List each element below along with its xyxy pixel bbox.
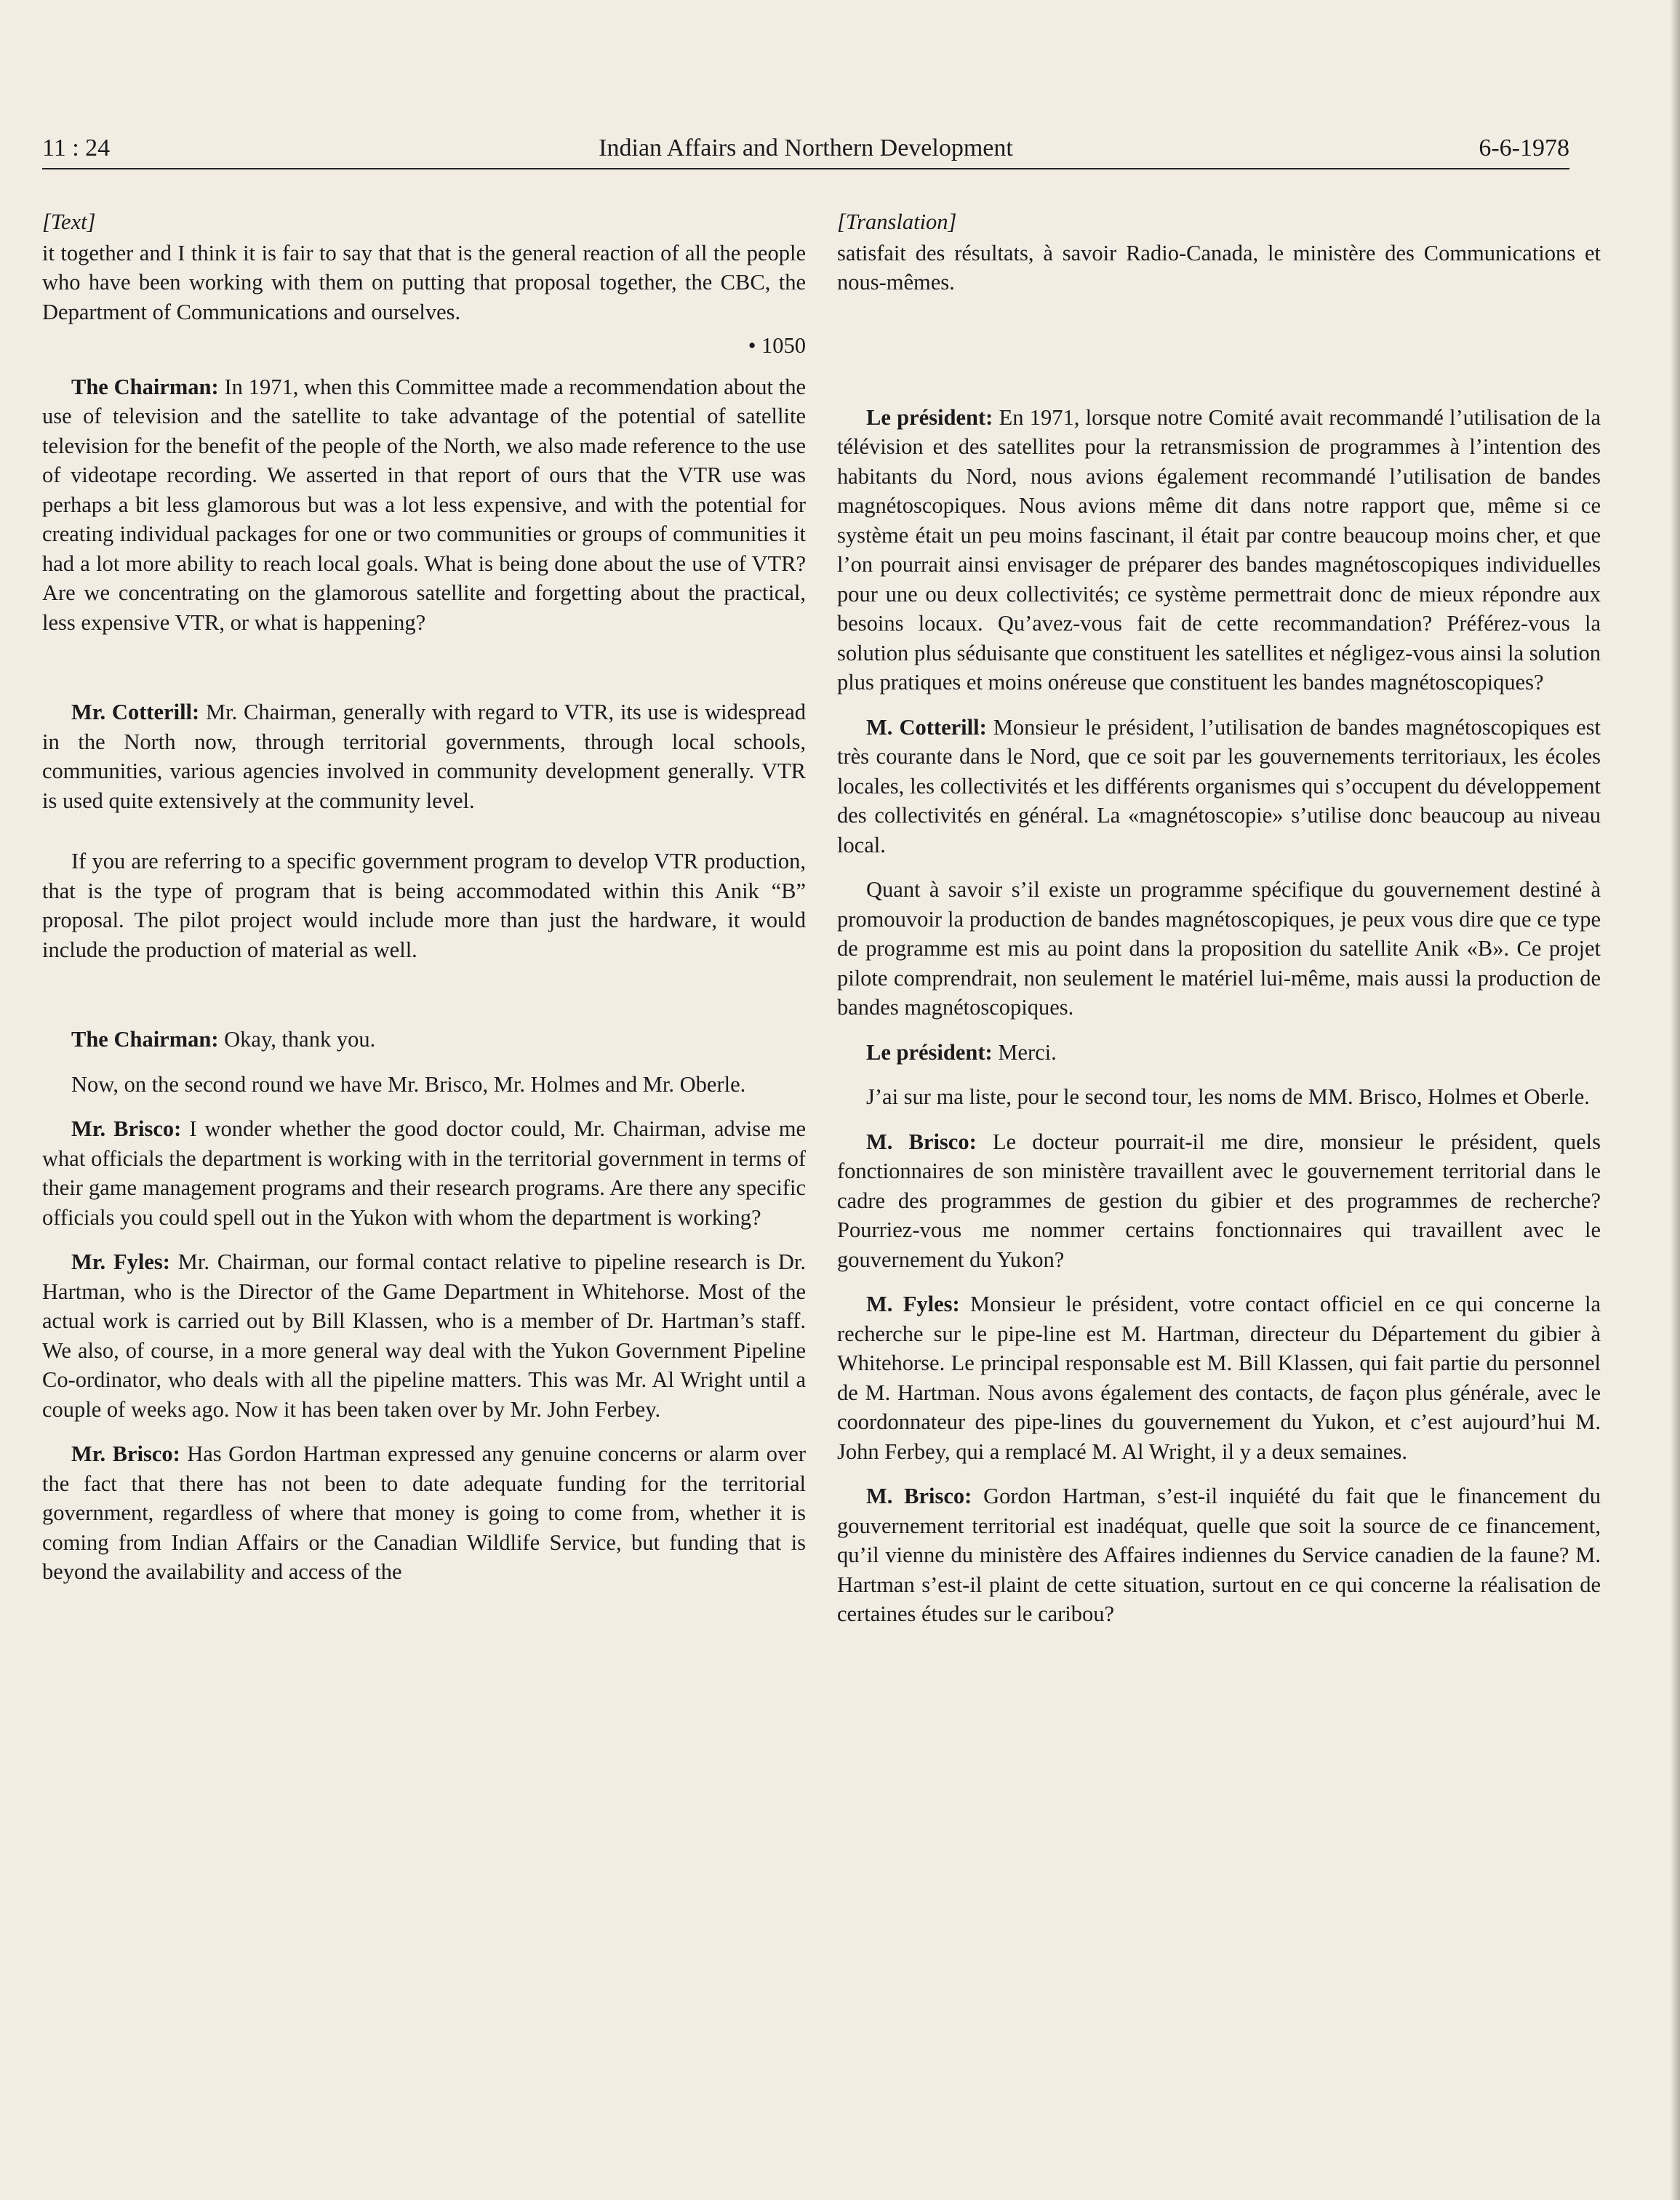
paragraph (42, 372, 806, 638)
paragraph (837, 403, 1601, 697)
paragraph: it together and I think it is fair to say that that is the general reaction of all the people who have been working with them on putting that proposal together, the CBC, the Department of Communications and ourselves. (42, 240, 806, 324)
column-tag: [Text] (42, 209, 96, 234)
speech-text: In 1971, when this Committee made a recommendation about the use of television and the satellite to take advantage of the potential of satellite television for the benefit of the people of the North, we also made reference to the use of videotape recording. We asserted in that report of ours that the VTR use was perhaps a bit less glamorous but was a lot less expensive, and with the potential for creating individual packages for one or two communities or groups of communities it had a lot more ability to reach local goals. What is being done about the use of VTR? Are we concentrating on the glamorous satellite and forgetting about the practical, less expensive VTR, or what is happening? (42, 374, 807, 635)
paragraph (42, 1025, 806, 1055)
paragraph (42, 1247, 806, 1424)
spacer (42, 980, 806, 1025)
running-title: Indian Affairs and Northern Development (599, 135, 1013, 161)
spacer (42, 652, 806, 697)
paragraph: Now, on the second round we have Mr. Brisco, Mr. Holmes and Mr. Oberle. (71, 1071, 746, 1097)
speaker-name: The Chairman: (71, 1027, 219, 1052)
page-number: 11 : 24 (42, 135, 111, 161)
speech-text: Has Gordon Hartman expressed any genuine concerns or alarm over the fact that there has not been to date adequate funding for the territorial government, regardless of where that money is going to come from, whether it is coming from Indian Affairs or the Canadian Wildlife Service, but funding that is beyond the availability and access of the (42, 1441, 806, 1584)
page-edge-shadow (1670, 0, 1680, 2200)
paragraph: If you are referring to a specific government program to develop VTR production, that is the type of program that is being accommodated within this Anik “B” proposal. The pilot project would include more than just the hardware, it would include the production of material as well. (42, 849, 806, 962)
page-date: 6-6-1978 (1479, 135, 1569, 161)
paragraph: satisfait des résultats, à savoir Radio-Canada, le ministère des Communications et nous-mêmes. (837, 240, 1601, 295)
time-marker: • 1050 (748, 333, 806, 358)
speech-text: Monsieur le président, votre contact officiel en ce qui concerne la recherche sur le pipe-line est M. Hartman, directeur du Département du gibier à Whitehorse. Le principal responsable est M. Bill Klassen, qui fait partie du personnel de M. Hartman. Nous avons également des contacts, de façon plus générale, avec le coordonnateur des pipe-lines du gouvernement du Yukon, et c’est aujourd’hui M. John Ferbey, qui a remplacé M. Al Wright, il y a deux semaines. (837, 1292, 1601, 1464)
paragraph (837, 1038, 1601, 1068)
speech-text: Mr. Chairman, our formal contact relative to pipeline research is Dr. Hartman, who is the Director of the Game Department in Whitehorse. Most of the actual work is carried out by Bill Klassen, who is a member of Dr. Hartman’s staff. We also, of course, in a more general way deal with the Yukon Government Pipeline Co-ordinator, who deals with all the pipeline matters. This was Mr. Al Wright until a couple of weeks ago. Now it has been taken over by Mr. John Ferbey. (42, 1249, 806, 1422)
speech-text: Monsieur le président, l’utilisation de bandes magnétoscopiques est très courante dans le Nord, que ce soit par les gouvernements territoriaux, les écoles locales, les collectivités et les différents organismes qui s’occupent du développement des collectivités en général. La «magnétoscopie» s’utilise donc beaucoup au niveau local. (837, 714, 1601, 857)
speaker-name: Mr. Fyles: (71, 1249, 170, 1274)
speech-text: Merci. (992, 1039, 1057, 1065)
speaker-name: Mr. Brisco: (71, 1116, 182, 1141)
speaker-name: M. Fyles: (866, 1292, 960, 1316)
speaker-name: Le président: (866, 1039, 993, 1065)
paragraph (837, 1481, 1601, 1629)
speech-text: En 1971, lorsque notre Comité avait recommandé l’utilisation de la télévision et des satellites pour la retransmission de programmes à l’intention des habitants du Nord, nous avions également recommandé l’utilisation de bandes magnétoscopiques. Nous avions même dit dans notre rapport que, même si ce système était un peu moins fascinant, il était par contre beaucoup moins cher, et que l’on pourrait ainsi envisager de préparer des bandes magnétoscopiques individuelles pour une ou deux collectivités; ce système permettrait donc de mieux répondre aux besoins locaux. Qu’avez-vous fait de cette recommandation? Préférez-vous la solution plus séduisante que constituent les satellites et négligez-vous ainsi la solution plus pratiques et moins onéreuse que constituent les bandes magnétoscopiques? (837, 404, 1601, 695)
paragraph (42, 1439, 806, 1587)
page-header (42, 127, 1569, 169)
english-column (42, 207, 806, 1602)
column-tag: [Translation] (837, 209, 957, 234)
speech-text: Okay, thank you. (218, 1027, 376, 1052)
speaker-name: M. Brisco: (866, 1129, 977, 1154)
speaker-name: M. Brisco: (866, 1484, 972, 1508)
speaker-name: Le président: (866, 404, 993, 430)
speaker-name: The Chairman: (71, 374, 219, 399)
speaker-name: M. Cotterill: (866, 714, 987, 740)
speech-text: Mr. Chairman, generally with regard to VTR, its use is widespread in the North now, through territorial governments, through local schools, communities, various agencies involved in community development generally. VTR is used quite extensively at the community level. (42, 700, 806, 813)
speech-text: Gordon Hartman, s’est-il inquiété du fait que le financement du gouvernement territorial est inadéquat, quelle que soit la source de ce financement, qu’il vienne du ministère des Affaires indiennes du Service canadien de la faune? M. Hartman s’est-il plaint de cette situation, surtout en ce qui concerne la réalisation de certaines études sur le caribou? (837, 1484, 1601, 1626)
paragraph (837, 713, 1601, 860)
speaker-name: Mr. Brisco: (71, 1441, 180, 1466)
paragraph (42, 1114, 806, 1232)
paragraph (837, 1289, 1601, 1466)
speaker-name: Mr. Cotterill: (71, 700, 200, 724)
spacer (42, 831, 806, 847)
paragraph: J’ai sur ma liste, pour le second tour, les noms de MM. Brisco, Holmes et Oberle. (866, 1084, 1590, 1109)
paragraph (42, 697, 806, 815)
speech-text: I wonder whether the good doctor could, Mr. Chairman, advise me what officials the department is working with in the territorial government in terms of their game management programs and their research programs. Are there any specific officials you could spell out in the Yukon with whom the department is working? (42, 1116, 807, 1230)
french-column (837, 207, 1601, 1644)
speech-text: Le docteur pourrait-il me dire, monsieur le président, quels fonctionnaires de son ministère travaillent avec le gouvernement territorial dans le cadre des programmes de gestion du gibier et des programmes de recherche? Pourriez-vous me nommer certains fonctionnaires qui travaillent avec le gouvernement du Yukon? (837, 1129, 1601, 1272)
paragraph (837, 1127, 1601, 1275)
paragraph: Quant à savoir s’il existe un programme spécifique du gouvernement destiné à promouvoir la production de bandes magnétoscopiques, je peux vous dire que ce type de programme est mis au point dans la proposition du satellite Anik «B». Ce projet pilote comprendrait, non seulement le matériel lui-même, mais aussi la production de bandes magnétoscopiques. (837, 877, 1601, 1020)
